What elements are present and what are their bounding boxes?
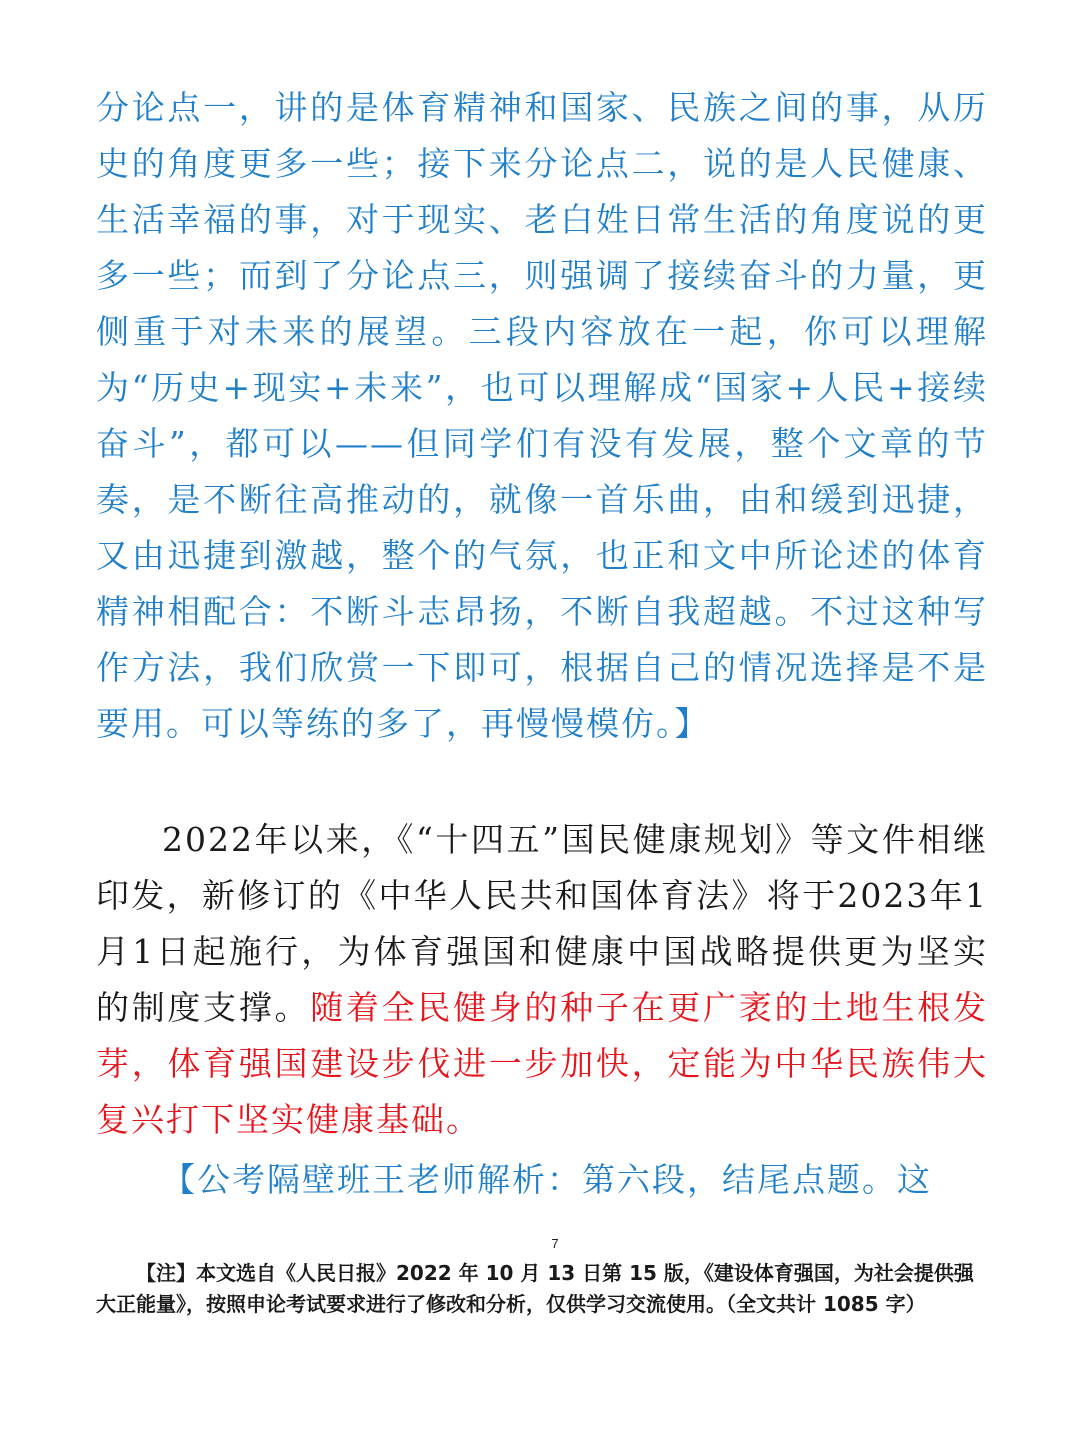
footnote: 【注】本文选自《人民日报》2022 年 10 月 13 日第 15 版，《建设体育强国，为社会提供强大正能量》，按照申论考试要求进行了修改和分析，仅供学习交流使用。（全文共计 1085 字） xyxy=(96,1261,974,1316)
article-emphasis-text: 随着全民健身的种子在更广袤的土地生根发芽，体育强国建设步伐进一步加快，定能为中华民族伟大复兴打下坚实健康基础。 xyxy=(96,988,988,1139)
teacher-analysis-paragraph-2: 【公考隔壁班王老师解析：第六段，结尾点题。这 xyxy=(162,1160,932,1199)
page-number: 7 xyxy=(551,1236,559,1251)
article-paragraph-text: 2022年以来，《“十四五”国民健康规划》等文件相继印发，新修订的《中华人民共和国体育法》将于2023年1月1日起施行，为体育强国和健康中国战略提供更为坚实的制度支撑。 xyxy=(96,820,988,1027)
article-paragraph xyxy=(96,812,988,1152)
teacher-analysis-paragraph: 分论点一，讲的是体育精神和国家、民族之间的事，从历史的角度更多一些；接下来分论点二，说的是人民健康、生活幸福的事，对于现实、老白姓日常生活的角度说的更多一些；而到了分论点三，则强调了接续奋斗的力量，更侧重于对未来的展望。三段内容放在一起，你可以理解为“历史+现实+未来”，也可以理解成“国家+人民+接续奋斗”，都可以——但同学们有没有发展，整个文章的节奏，是不断往高推动的，就像一首乐曲，由和缓到迅捷，又由迅捷到激越，整个的气氛，也正和文中所论述的体育精神相配合：不断斗志昂扬，不断自我超越。不过这种写作方法，我们欣赏一下即可，根据自己的情况选择是不是要用。可以等练的多了，再慢慢模仿。】 xyxy=(96,88,988,743)
